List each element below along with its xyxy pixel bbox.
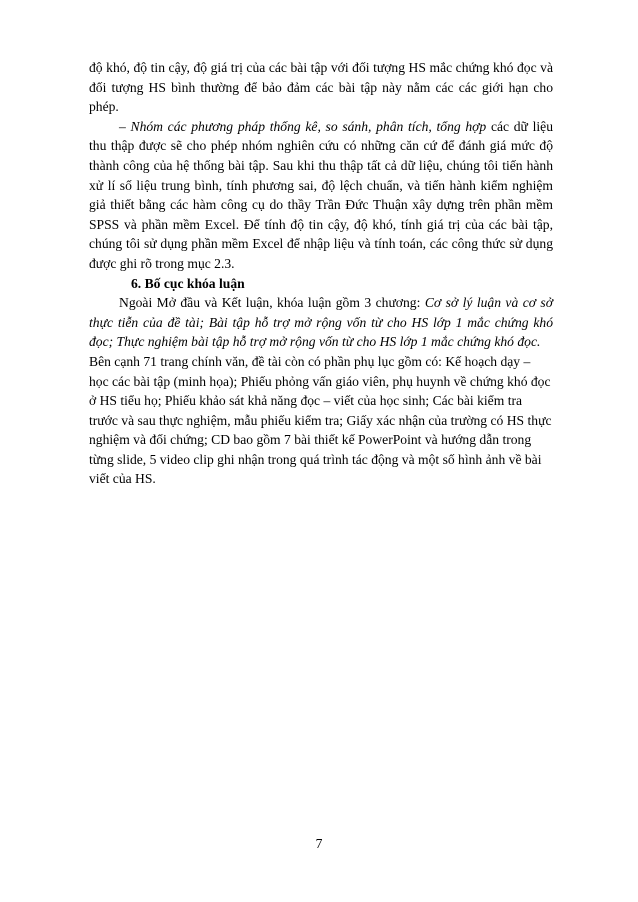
page-number: 7: [315, 836, 323, 851]
statistical-methods-text: các dữ liệu thu thập được sẽ cho phép nhóm nghiên cứu có những căn cứ để đánh giá mức độ thành công của hệ thống bài tập. Sau khi thu thập tất cả dữ liệu, chúng tôi tiến hành xử lí số liệu trung bình, tính phương sai, độ lệch chuẩn, và tiến hành kiểm nghiệm giả thiết bằng các hàm công cụ do thầy Trần Đức Thuận xây dựng trên phần mềm SPSS và phần mềm Excel. Để tính độ tin cậy, độ khó, tính giá trị của các bài tập, chúng tôi sử dụng phần mềm Excel để nhập liệu và tính toán, các công thức sử dụng được ghi rõ trong mục 2.3.: [89, 118, 553, 271]
paragraph-difficulty-reliability: độ khó, độ tin cậy, độ giá trị của các bài tập với đối tượng HS mắc chứng khó đọc và đối tượng HS bình thường để bảo đảm các bài tập này nằm các các giới hạn cho phép.: [89, 60, 553, 115]
paragraph-appendix: Bên cạnh 71 trang chính văn, đề tài còn có phần phụ lục gồm có: Kế hoạch dạy – học các bài tập (minh họa); Phiếu phỏng vấn giáo viên, phụ huynh về chứng khó đọc ở HS tiểu họ; Phiếu khảo sát khả năng đọc – viết của học sinh; Các bài kiểm tra trước và sau thực nghiệm, mẫu phiếu kiểm tra; Giấy xác nhận của trường có HS thực nghiệm và đối chứng; CD bao gồm 7 bài thiết kế PowerPoint và hướng dẫn trong từng slide, 5 video clip ghi nhận trong quá trình tác động và một số hình ảnh về bài viết của HS.: [89, 353, 552, 487]
body-text: [89, 58, 553, 489]
paragraph-statistical-methods: [89, 117, 553, 274]
section-heading-thesis-structure: 6. Bố cục khóa luận: [131, 275, 245, 291]
chapter-titles-italic: Cơ sở lý luận và cơ sở thực tiễn của đề tài; Bài tập hỗ trợ mở rộng vốn từ cho HS lớp 1 mắc chứng khó đọc; Thực nghiệm bài tập hỗ trợ mở rộng vốn từ cho HS lớp 1 mắc chứng khó đọc.: [89, 295, 553, 350]
chapter-overview-text: Ngoài Mở đầu và Kết luận, khóa luận gồm 3 chương:: [119, 295, 425, 311]
statistical-methods-italic: – Nhóm các phương pháp thống kê, so sánh, phân tích, tổng hợp: [119, 118, 487, 134]
paragraph-chapter-overview: [89, 293, 553, 352]
